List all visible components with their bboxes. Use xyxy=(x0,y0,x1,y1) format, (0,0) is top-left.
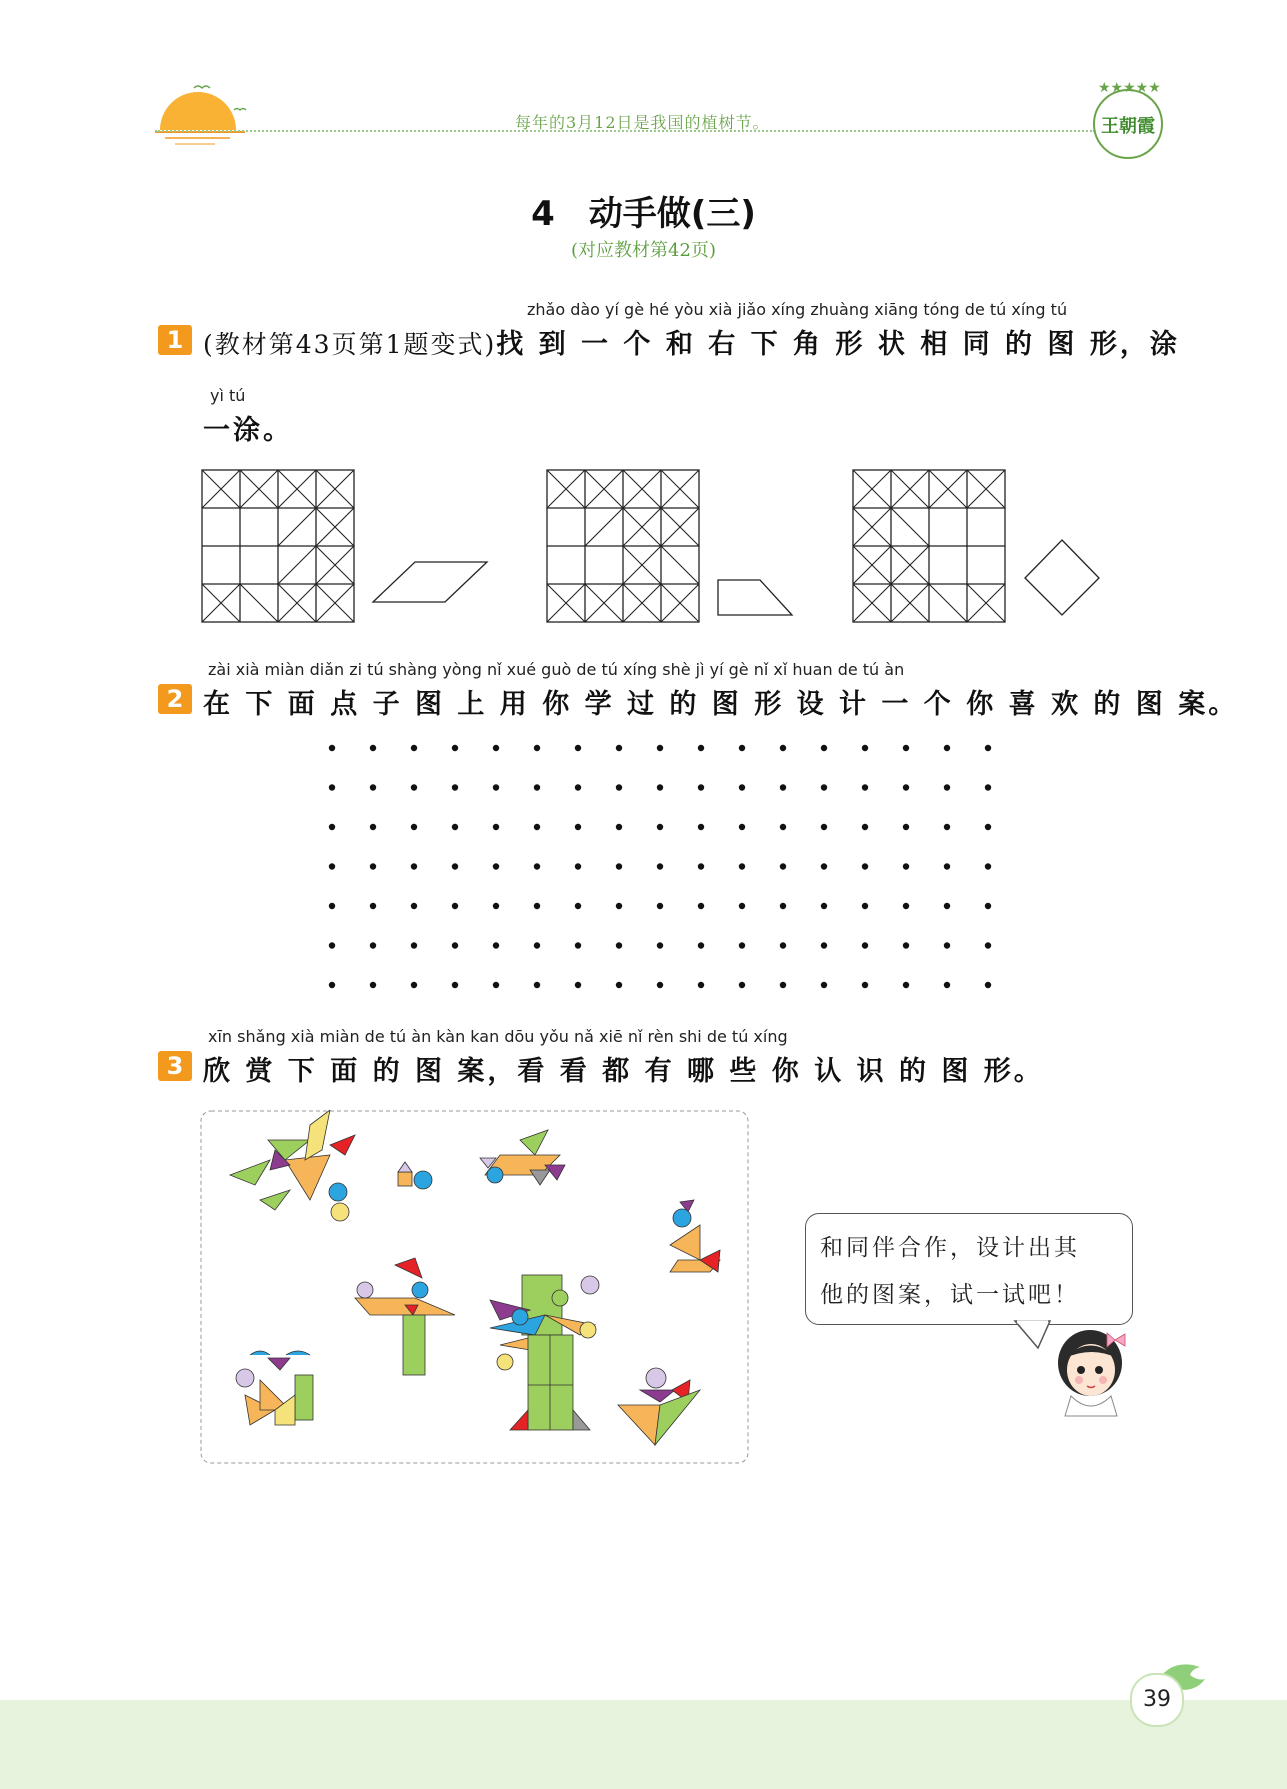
grid-dot[interactable] xyxy=(616,784,622,790)
grid-dot[interactable] xyxy=(821,824,827,830)
grid-dot[interactable] xyxy=(493,903,499,909)
grid-dot[interactable] xyxy=(985,824,991,830)
girl-character-illustration xyxy=(1035,1318,1145,1418)
grid-dot[interactable] xyxy=(534,745,540,751)
target-trapezoid xyxy=(718,580,792,615)
bubble-line-2: 他的图案，试一试吧！ xyxy=(820,1282,1080,1308)
speech-bubble-text xyxy=(820,1225,1130,1319)
grid-dot[interactable] xyxy=(862,863,868,869)
grid-dot[interactable] xyxy=(575,942,581,948)
q3-question: 欣 赏 下 面 的 图 案，看 看 都 有 哪 些 你 认 识 的 图 形。 xyxy=(203,1056,1044,1087)
q1-text-line2: 一涂。 xyxy=(203,415,293,446)
grid-dot[interactable] xyxy=(657,942,663,948)
grid-dot[interactable] xyxy=(985,942,991,948)
grid-dot[interactable] xyxy=(739,942,745,948)
grid-dot[interactable] xyxy=(903,863,909,869)
grid-dot[interactable] xyxy=(575,824,581,830)
grid-dot[interactable] xyxy=(411,903,417,909)
grid-dot[interactable] xyxy=(944,903,950,909)
grid-dot[interactable] xyxy=(575,982,581,988)
grid-dot[interactable] xyxy=(452,903,458,909)
grid-dot[interactable] xyxy=(780,942,786,948)
grid-dot[interactable] xyxy=(944,863,950,869)
tangram-patterns-panel xyxy=(200,1110,750,1465)
grid-dot[interactable] xyxy=(944,745,950,751)
grid-dot[interactable] xyxy=(698,745,704,751)
svg-text:★★★★★: ★★★★★ xyxy=(1098,80,1161,96)
q1-source: (教材第43页第1题变式) xyxy=(203,330,497,359)
grid-dot[interactable] xyxy=(985,863,991,869)
grid-dot[interactable] xyxy=(698,942,704,948)
grid-dot[interactable] xyxy=(985,982,991,988)
grid-dot[interactable] xyxy=(821,903,827,909)
grid-dot[interactable] xyxy=(944,942,950,948)
grid-dot[interactable] xyxy=(575,903,581,909)
grid-dot[interactable] xyxy=(329,745,335,751)
grid-dot[interactable] xyxy=(657,784,663,790)
grid-dot[interactable] xyxy=(739,982,745,988)
grid-dot[interactable] xyxy=(452,982,458,988)
q1-pinyin-line2: yì tú xyxy=(210,386,246,405)
grid-dot[interactable] xyxy=(411,824,417,830)
q1-pinyin-line1: zhǎo dào yí gè hé yòu xià jiǎo xíng zhuàng xiāng tóng de tú xíng tú xyxy=(527,300,1068,319)
grid-dot[interactable] xyxy=(821,784,827,790)
grid-dot[interactable] xyxy=(534,824,540,830)
grid-dot[interactable] xyxy=(944,982,950,988)
grid-dot[interactable] xyxy=(903,745,909,751)
grid-dot[interactable] xyxy=(739,784,745,790)
q1-question: 找 到 一 个 和 右 下 角 形 状 相 同 的 图 形，涂 xyxy=(496,329,1180,360)
q1-grid-figures xyxy=(195,465,1105,625)
grid-dot[interactable] xyxy=(452,824,458,830)
grid-dot[interactable] xyxy=(657,745,663,751)
grid-dot[interactable] xyxy=(452,942,458,948)
grid-dot[interactable] xyxy=(985,745,991,751)
grid-dot[interactable] xyxy=(985,784,991,790)
grid-dot[interactable] xyxy=(534,942,540,948)
grid-dot[interactable] xyxy=(329,863,335,869)
grid-dot[interactable] xyxy=(370,745,376,751)
grid-dot[interactable] xyxy=(698,863,704,869)
target-parallelogram xyxy=(373,562,487,602)
grid-dot[interactable] xyxy=(862,745,868,751)
grid-dot[interactable] xyxy=(657,863,663,869)
grid-dot[interactable] xyxy=(329,824,335,830)
grid-dot[interactable] xyxy=(903,824,909,830)
grid-dot[interactable] xyxy=(329,942,335,948)
grid-dot[interactable] xyxy=(616,745,622,751)
grid-dot[interactable] xyxy=(862,903,868,909)
grid-dot[interactable] xyxy=(493,942,499,948)
logo-text: 王朝霞 xyxy=(1101,116,1155,137)
grid-dot[interactable] xyxy=(370,824,376,830)
grid-dot[interactable] xyxy=(616,982,622,988)
grid-dot[interactable] xyxy=(944,824,950,830)
grid-dot[interactable] xyxy=(862,942,868,948)
grid-dot[interactable] xyxy=(370,982,376,988)
footer-band xyxy=(0,1700,1287,1789)
grid-dot[interactable] xyxy=(780,863,786,869)
grid-dot[interactable] xyxy=(698,903,704,909)
grid-dot[interactable] xyxy=(411,982,417,988)
q1-text-line1 xyxy=(203,322,1180,361)
grid-dot[interactable] xyxy=(411,863,417,869)
grid-dot[interactable] xyxy=(329,784,335,790)
grid-dot[interactable] xyxy=(698,824,704,830)
grid-dot[interactable] xyxy=(616,863,622,869)
grid-dot[interactable] xyxy=(698,784,704,790)
grid-dot[interactable] xyxy=(329,903,335,909)
grid-dot[interactable] xyxy=(452,745,458,751)
grid-figure-1 xyxy=(202,470,354,622)
dot-grid[interactable] xyxy=(320,735,1000,995)
grid-dot[interactable] xyxy=(616,942,622,948)
grid-dot[interactable] xyxy=(821,982,827,988)
grid-dot[interactable] xyxy=(739,745,745,751)
q2-pinyin: zài xià miàn diǎn zi tú shàng yòng nǐ xué guò de tú xíng shè jì yí gè nǐ xǐ huan de tú àn xyxy=(208,660,905,679)
grid-figure-2 xyxy=(547,470,699,622)
grid-dot[interactable] xyxy=(780,784,786,790)
grid-dot[interactable] xyxy=(780,903,786,909)
grid-dot[interactable] xyxy=(493,863,499,869)
grid-dot[interactable] xyxy=(862,982,868,988)
q3-pinyin: xīn shǎng xià miàn de tú àn kàn kan dōu yǒu nǎ xiē nǐ rèn shi de tú xíng xyxy=(208,1027,788,1046)
page-subtitle: (对应教材第42页) xyxy=(571,240,716,261)
grid-dot[interactable] xyxy=(739,824,745,830)
q3-number-badge: 3 xyxy=(158,1051,192,1081)
grid-dot[interactable] xyxy=(780,982,786,988)
grid-dot[interactable] xyxy=(534,982,540,988)
grid-dot[interactable] xyxy=(616,824,622,830)
grid-dot[interactable] xyxy=(985,903,991,909)
brand-logo xyxy=(1090,78,1166,162)
grid-dot[interactable] xyxy=(739,903,745,909)
grid-dot[interactable] xyxy=(821,863,827,869)
bubble-line-1: 和同伴合作，设计出其 xyxy=(820,1235,1080,1261)
grid-figure-3 xyxy=(853,470,1005,622)
grid-dot[interactable] xyxy=(657,903,663,909)
grid-dot[interactable] xyxy=(452,784,458,790)
page-number: 39 xyxy=(1130,1673,1184,1727)
grid-dot[interactable] xyxy=(411,745,417,751)
grid-dot[interactable] xyxy=(821,745,827,751)
grid-dot[interactable] xyxy=(370,942,376,948)
q1-number-badge: 1 xyxy=(158,325,192,355)
grid-dot[interactable] xyxy=(944,784,950,790)
grid-dot[interactable] xyxy=(616,903,622,909)
grid-dot[interactable] xyxy=(575,745,581,751)
grid-dot[interactable] xyxy=(370,903,376,909)
grid-dot[interactable] xyxy=(329,982,335,988)
grid-dot[interactable] xyxy=(821,942,827,948)
grid-dot[interactable] xyxy=(780,824,786,830)
grid-dot[interactable] xyxy=(493,982,499,988)
grid-dot[interactable] xyxy=(411,784,417,790)
q2-question: 在 下 面 点 子 图 上 用 你 学 过 的 图 形 设 计 一 个 你 喜 欢 的 图 案。 xyxy=(203,689,1239,720)
grid-dot[interactable] xyxy=(370,863,376,869)
page-title: 4 动手做(三) xyxy=(531,194,756,234)
grid-dot[interactable] xyxy=(534,863,540,869)
grid-dot[interactable] xyxy=(657,982,663,988)
target-square xyxy=(1025,540,1099,615)
grid-dot[interactable] xyxy=(903,942,909,948)
grid-dot[interactable] xyxy=(493,745,499,751)
grid-dot[interactable] xyxy=(903,982,909,988)
grid-dot[interactable] xyxy=(780,745,786,751)
q2-number-badge: 2 xyxy=(158,684,192,714)
grid-dot[interactable] xyxy=(493,824,499,830)
grid-dot[interactable] xyxy=(862,824,868,830)
grid-dot[interactable] xyxy=(903,903,909,909)
grid-dot[interactable] xyxy=(657,824,663,830)
grid-dot[interactable] xyxy=(534,784,540,790)
grid-dot[interactable] xyxy=(575,784,581,790)
grid-dot[interactable] xyxy=(493,784,499,790)
grid-dot[interactable] xyxy=(862,784,868,790)
grid-dot[interactable] xyxy=(411,942,417,948)
grid-dot[interactable] xyxy=(739,863,745,869)
sun-decoration xyxy=(150,80,250,150)
grid-dot[interactable] xyxy=(575,863,581,869)
grid-dot[interactable] xyxy=(698,982,704,988)
grid-dot[interactable] xyxy=(452,863,458,869)
grid-dot[interactable] xyxy=(903,784,909,790)
header-tip: 每年的3月12日是我国的植树节。 xyxy=(515,113,770,132)
grid-dot[interactable] xyxy=(370,784,376,790)
grid-dot[interactable] xyxy=(534,903,540,909)
